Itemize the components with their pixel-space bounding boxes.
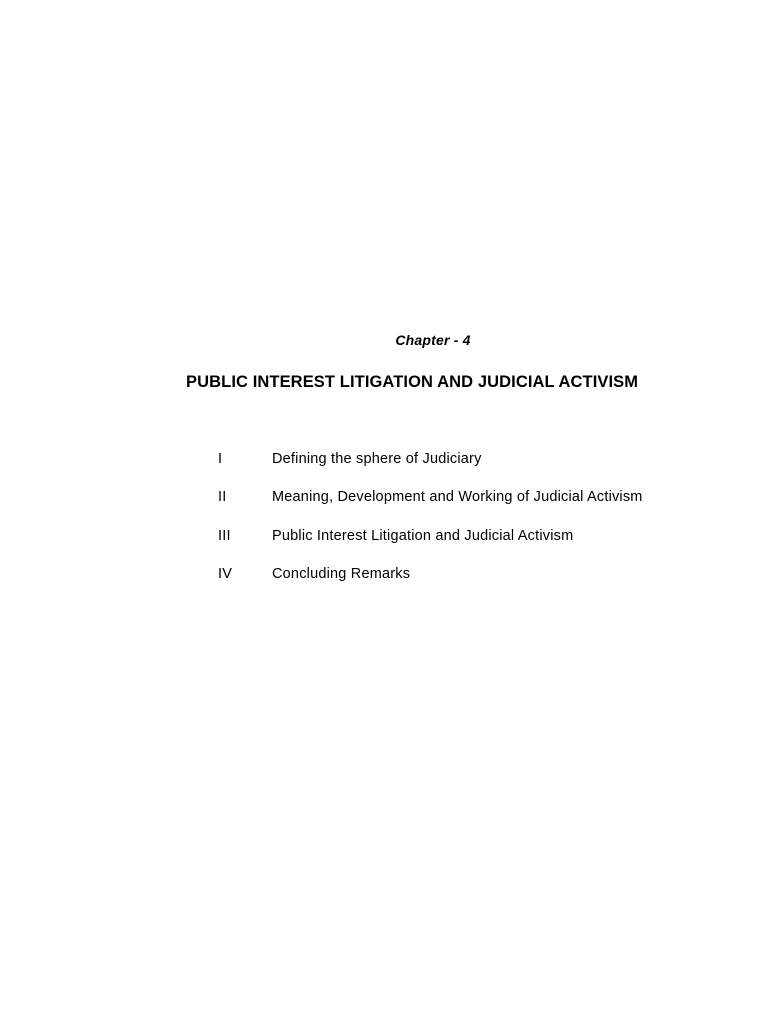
chapter-label: Chapter - 4 — [395, 332, 471, 348]
section-item-2 — [0, 489, 768, 527]
section-title: Public Interest Litigation and Judicial Activism — [272, 527, 574, 544]
section-title: Meaning, Development and Working of Judicial Activism — [272, 489, 643, 506]
section-item-3 — [0, 528, 768, 566]
section-list — [0, 451, 768, 604]
section-numeral: I — [218, 451, 223, 467]
section-title: Concluding Remarks — [272, 565, 411, 582]
section-numeral: III — [218, 527, 231, 544]
section-numeral: II — [218, 489, 227, 506]
section-numeral: IV — [218, 565, 233, 582]
section-item-1 — [0, 451, 768, 489]
section-title: Defining the sphere of Judiciary — [272, 451, 482, 467]
chapter-title: PUBLIC INTEREST LITIGATION AND JUDICIAL ACTIVISM — [186, 373, 639, 391]
section-item-4 — [0, 566, 768, 604]
